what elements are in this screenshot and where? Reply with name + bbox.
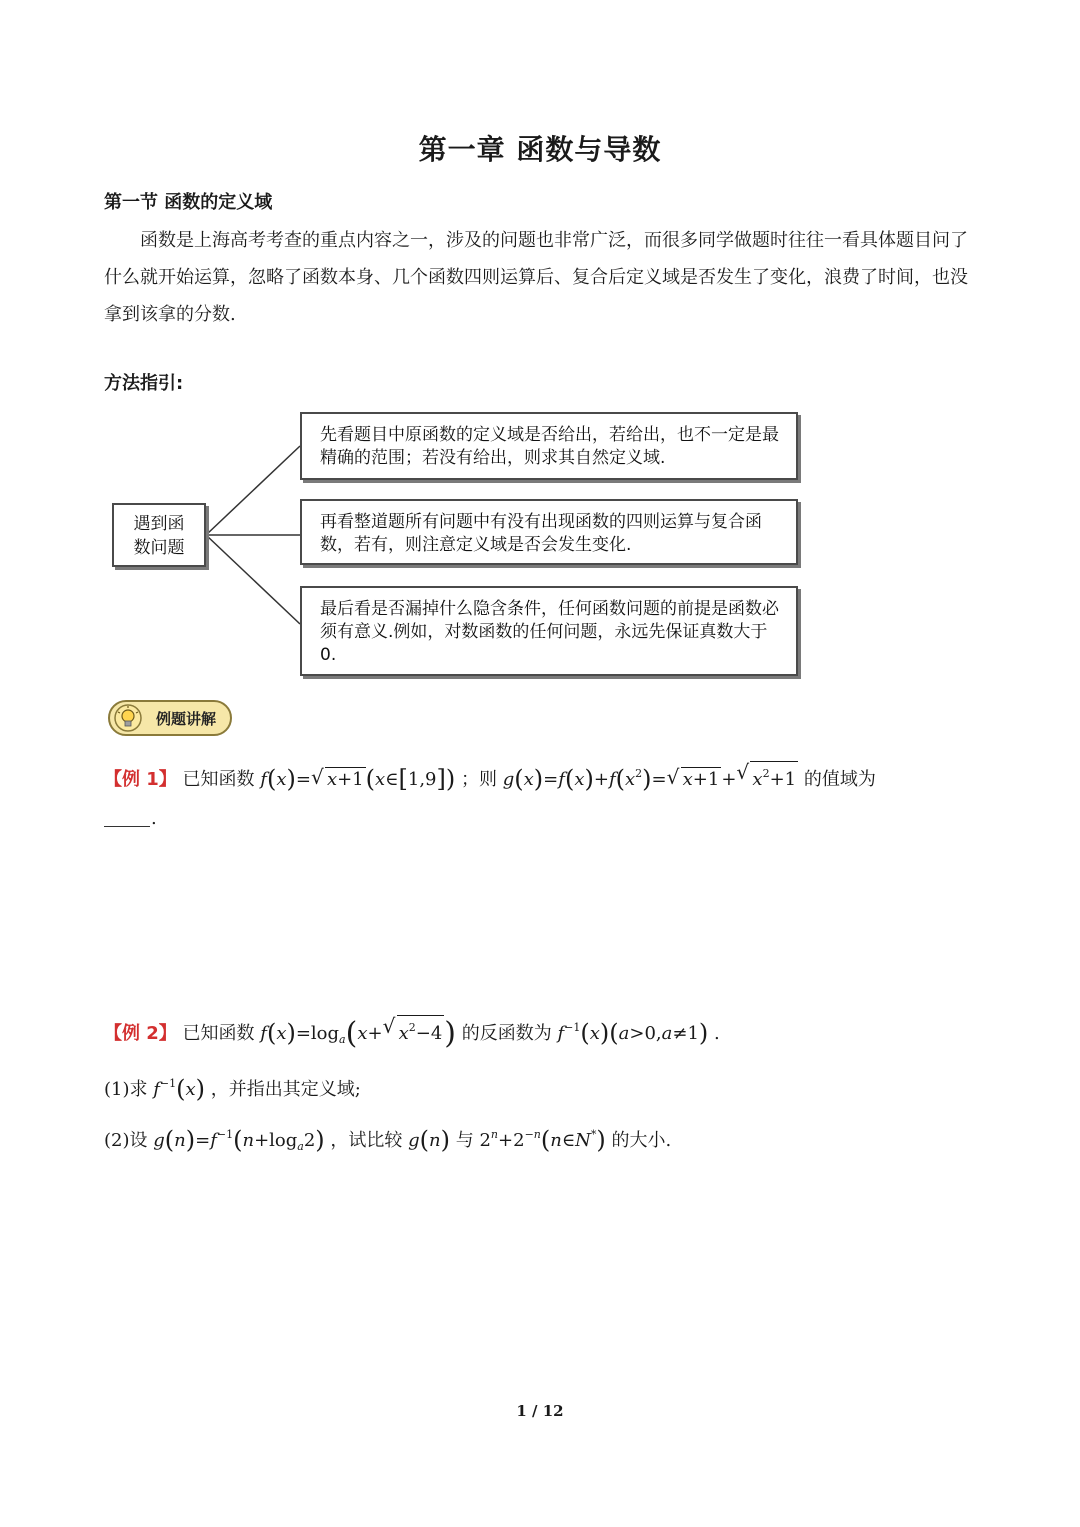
connector-line-bottom [206,535,300,624]
example-1 [104,760,876,794]
q2-prefix: (2)设 [104,1130,148,1151]
q2-formula-g: $g(n)=f^{-1}(n+\log_a2)$ [153,1126,325,1154]
example-2-question-1 [104,1070,361,1104]
root-box-line1: 遇到函 [133,514,185,534]
example-1-sep: ；则 [461,769,497,790]
example-1-tail: 的值域为 [803,769,876,790]
example-2-label: 【例 2】 [104,1023,177,1044]
q2-mid2: 与 [455,1130,474,1151]
badge-label: 例题讲解 [156,710,217,728]
q2-formula-gn: g(n) [408,1126,450,1154]
method-label: 方法指引: [104,373,184,394]
example-2-formula-inverse: $f^{-1}(x)(a>0,a\ne 1)$ [557,1019,709,1047]
example-1-end: . [151,808,157,829]
example-1-label: 【例 1】 [104,769,177,790]
root-box-line2: 数问题 [133,538,185,558]
intro-paragraph: 函数是上海高考考查的重点内容之一，涉及的问题也非常广泛，而很多同学做题时往往一看具体题目问了什么就开始运算，忽略了函数本身、几个函数四则运算后、复合后定义域是否发生了变化，浪费了时间，也没拿到该拿的分数. [104,230,968,325]
example-badge [108,700,232,736]
example-1-formula-f: f(x)=√ x+1(x∈[1,9]) [260,769,461,790]
example-2-mid: 的反函数为 [461,1023,552,1044]
q1-prefix: (1)求 [104,1079,148,1100]
example-2-question-2 [104,1121,671,1161]
diagram-root-box [112,503,206,567]
q2-suffix: 的大小. [611,1130,672,1151]
connector-line-top [206,446,300,535]
chapter-title: 第一章 函数与导数 [418,133,662,166]
diagram-box-2: 再看整道题所有问题中有没有出现函数的四则运算与复合函数，若有，则注意定义域是否会发生变化. [300,499,798,565]
page-number: 1 / 12 [516,1402,564,1420]
lightbulb-icon [114,704,142,732]
q1-formula: $f^{-1}(x)$ [153,1075,206,1103]
example-1-lead: 已知函数 [182,769,255,790]
example-2-formula-f: $f(x)=\log_a(x+√$ $x^2-4$) [260,1023,461,1044]
diagram-box-1: 先看题目中原函数的定义域是否给出，若给出，也不一定是最精确的范围；若没有给出，则求其自然定义域. [300,412,798,480]
q1-suffix: ，并指出其定义域; [210,1079,361,1100]
example-2-lead: 已知函数 [182,1023,255,1044]
example-1-formula-g: $g(x)=f(x)+f(x^2)=√$ x+1 +√ $x^2+1$ [503,769,804,790]
example-2 [104,1014,720,1054]
answer-blank [104,826,150,827]
section-title: 第一节 函数的定义域 [104,192,273,213]
q2-mid1: ，试比较 [330,1130,403,1151]
q2-formula-sum: $2^n+2^{-n}(n\in N^*)$ [479,1126,606,1154]
example-2-end: . [714,1023,720,1044]
diagram-box-3: 最后看是否漏掉什么隐含条件，任何函数问题的前提是函数必须有意义.例如，对数函数的任何问题，永远先保证真数大于0. [300,586,798,676]
